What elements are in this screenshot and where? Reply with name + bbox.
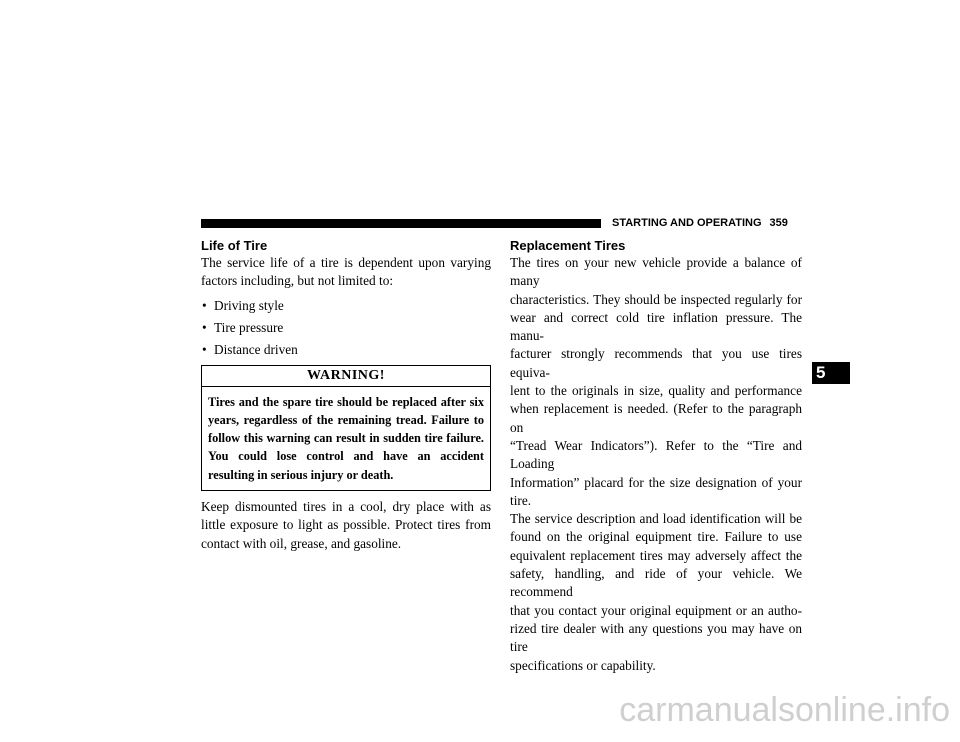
paragraph-line: safety, handling, and ride of your vehicle. We recommend bbox=[510, 566, 802, 600]
page-number: 359 bbox=[769, 217, 788, 229]
intro-line: The service life of a tire is dependent upon varying bbox=[201, 255, 491, 270]
paragraph-line: characteristics. They should be inspected regularly for bbox=[510, 291, 802, 307]
paragraph-line: found on the original equipment tire. Failure to use bbox=[510, 529, 802, 545]
life-of-tire-heading: Life of Tire bbox=[201, 238, 268, 253]
warning-title: WARNING! bbox=[202, 366, 490, 387]
bullet-icon: • bbox=[202, 341, 207, 357]
warning-box bbox=[201, 365, 491, 491]
right-column bbox=[510, 238, 802, 675]
factor-list bbox=[201, 295, 491, 361]
paragraph-line: that you contact your original equipment or an autho- bbox=[510, 602, 802, 618]
paragraph-line: when replacement is needed. (Refer to the paragraph on bbox=[510, 401, 802, 435]
paragraph-line: Information” placard for the size designation of your tire. bbox=[510, 474, 802, 508]
section-title: STARTING AND OPERATING bbox=[612, 217, 762, 229]
paragraph-line: equivalent replacement tires may adversely affect the bbox=[510, 547, 802, 563]
paragraph-line: The service description and load identification will be bbox=[510, 511, 802, 527]
intro-paragraph bbox=[201, 254, 491, 291]
intro-line: factors including, but not limited to: bbox=[201, 273, 394, 289]
warning-body: Tires and the spare tire should be replaced after six years, regardless of the remaining tread. Failure to follow this warning can result in sudden tire failure. You could lose control and have an accident resulting in serious injury or death. bbox=[208, 394, 484, 482]
watermark: carmanualsonline.info bbox=[619, 691, 950, 729]
list-item-label: Driving style bbox=[214, 297, 284, 313]
paragraph-line: specifications or capability. bbox=[510, 657, 656, 673]
list-item bbox=[201, 317, 491, 339]
chapter-tab: 5 bbox=[812, 362, 850, 384]
bullet-icon: • bbox=[202, 297, 207, 313]
list-item bbox=[201, 295, 491, 317]
paragraph-line: lent to the originals in size, quality and performance bbox=[510, 383, 802, 399]
paragraph-line: The tires on your new vehicle provide a balance of many bbox=[510, 255, 802, 289]
list-item-label: Tire pressure bbox=[214, 319, 284, 335]
bullet-icon: • bbox=[202, 319, 207, 335]
paragraph-line: “Tread Wear Indicators”). Refer to the “Tire and Loading bbox=[510, 437, 802, 472]
paragraph-line: rized tire dealer with any questions you may have on tire bbox=[510, 620, 802, 655]
replacement-tires-heading: Replacement Tires bbox=[510, 238, 626, 253]
storage-paragraph: Keep dismounted tires in a cool, dry place with as little exposure to light as possible. Protect tires from contact with oil, grease, and gasoline. bbox=[201, 499, 491, 551]
list-item bbox=[201, 339, 491, 361]
paragraph-line: wear and correct cold tire inflation pressure. The manu- bbox=[510, 309, 802, 344]
list-item-label: Distance driven bbox=[214, 341, 298, 357]
replacement-paragraph bbox=[510, 254, 802, 675]
header-rule bbox=[201, 219, 601, 228]
left-column bbox=[201, 238, 491, 553]
running-header bbox=[612, 216, 802, 230]
paragraph-line: facturer strongly recommends that you use tires equiva- bbox=[510, 346, 802, 380]
